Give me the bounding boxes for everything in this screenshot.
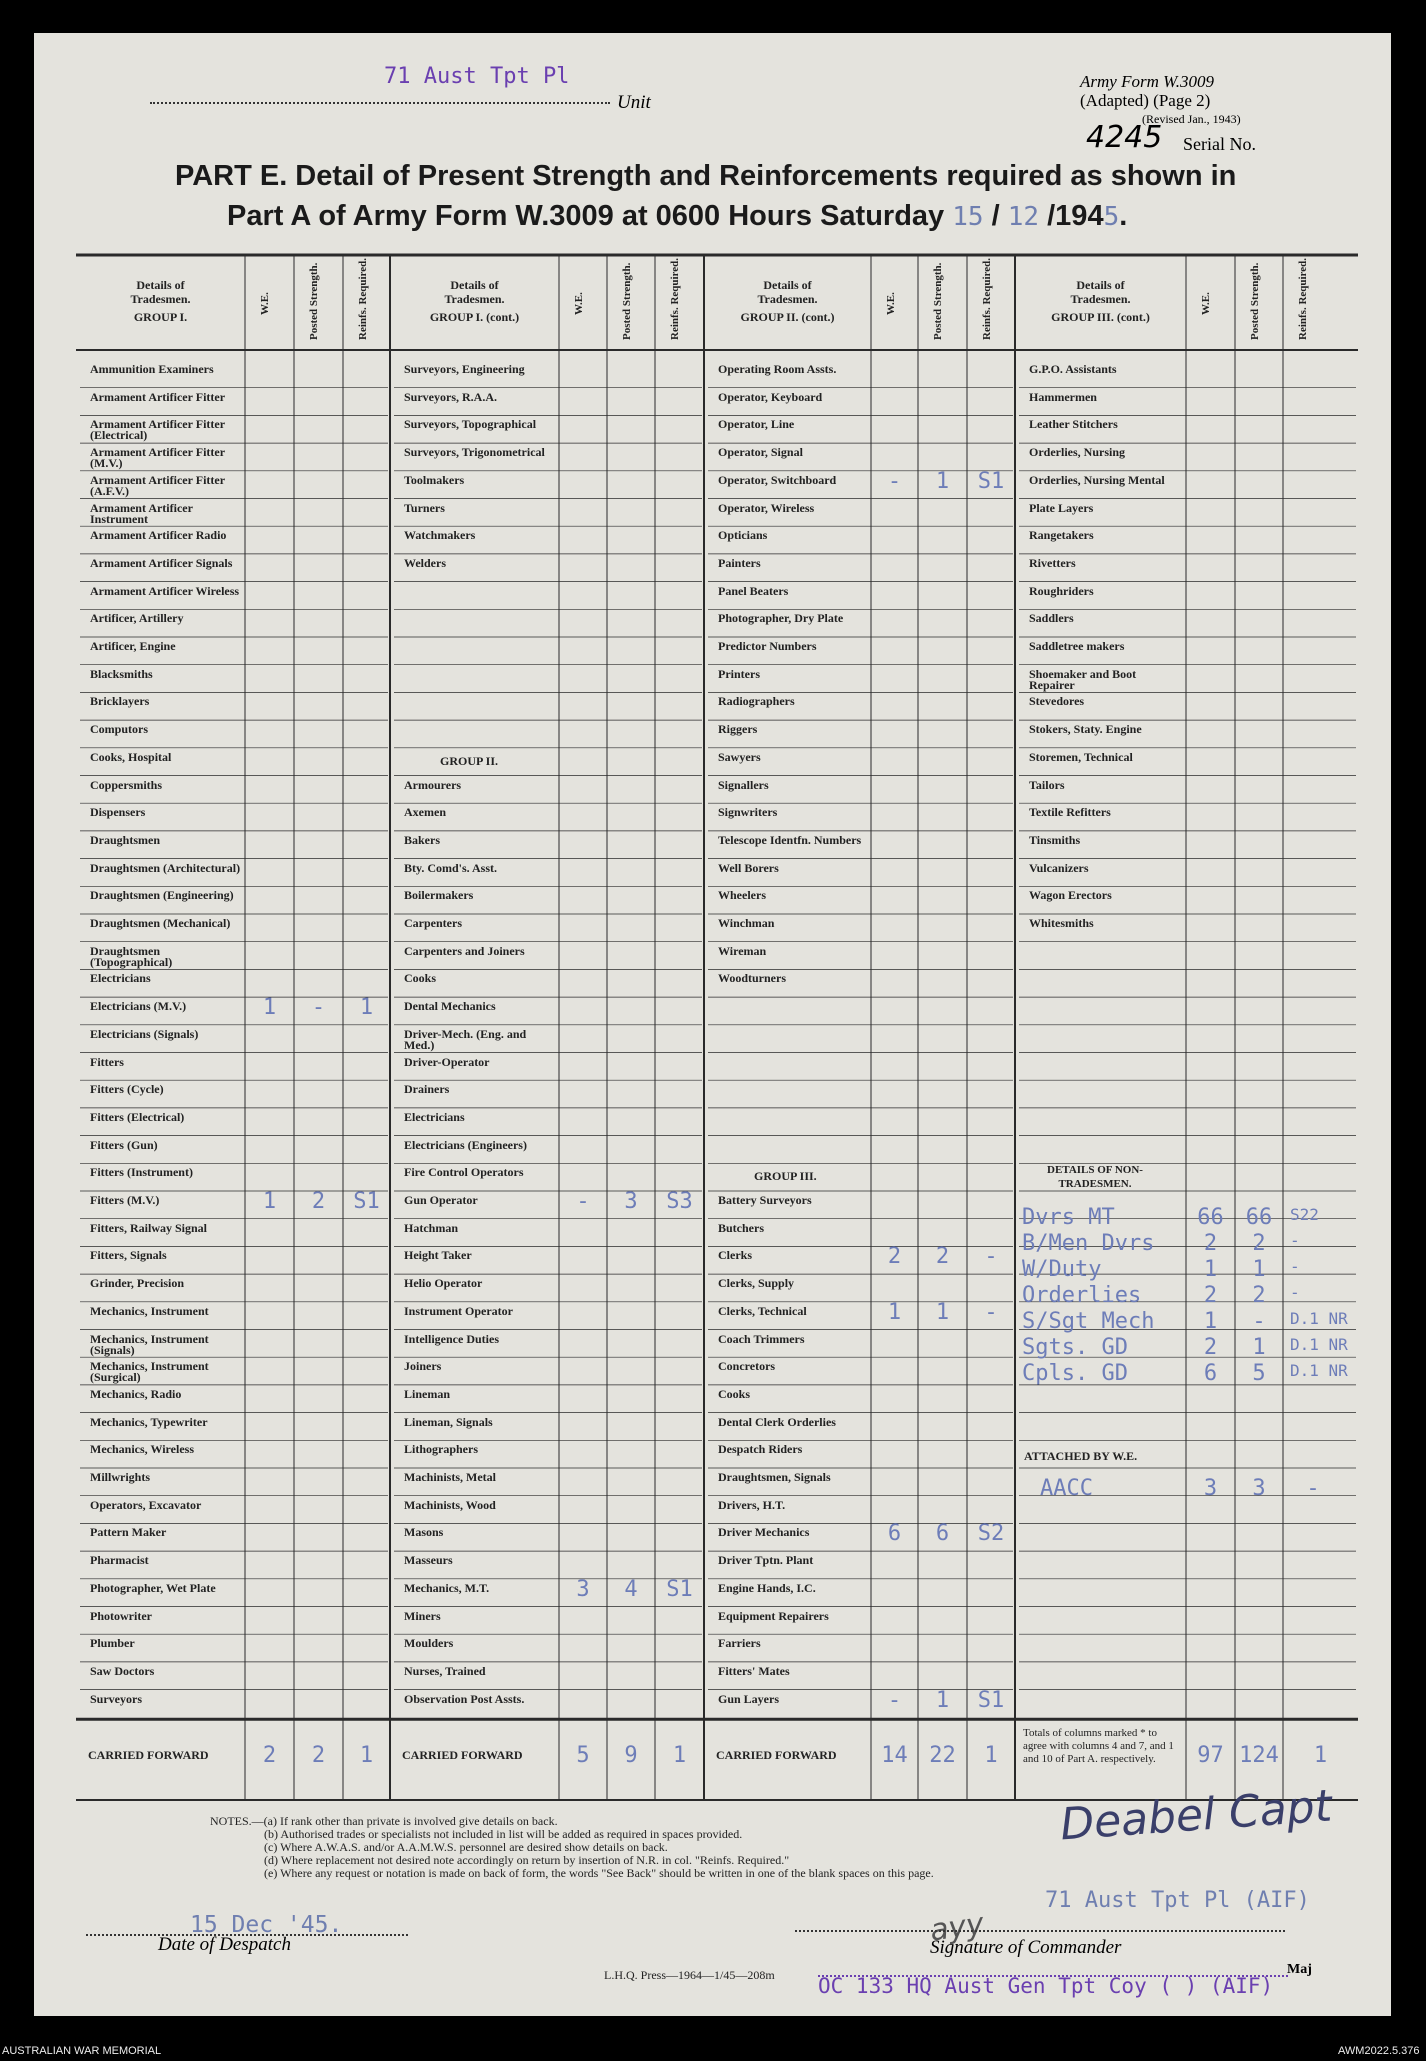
row-label: Watchmakers [404,528,476,543]
row-label: Instrument Operator [404,1303,513,1318]
row-label: Cooks, Hospital [90,749,172,764]
press-line: L.H.Q. Press—1964—1/45—208m [604,1968,775,1982]
entry-posted: 4 [624,1576,638,1602]
non-tradesman-name: B/Men Dvrs [1022,1231,1155,1256]
carried-forward-label: CARRIED FORWARD [402,1748,523,1763]
header-reinfs-c3: Reinfs. Required. [981,258,993,340]
row-label: Driver-Operator [404,1054,490,1069]
row-label: Bty. Comd's. Asst. [404,860,498,875]
carried-forward-we: 5 [576,1743,590,1769]
row-label: Photographer, Dry Plate [718,611,844,626]
attached-we: 3 [1203,1476,1218,1501]
row-label: Artificer, Engine [90,639,176,653]
header-details-c4 [1015,278,1186,324]
carried-forward-label: CARRIED FORWARD [716,1748,837,1763]
entry-posted: 1 [935,468,950,494]
row-label: Well Borers [718,860,779,875]
header-group-label: GROUP II. (cont.) [740,310,835,324]
row-label: Printers [718,666,760,681]
row-label: Armament Artificer Fitter (A.F.V.) [90,472,225,498]
row-label: Machinists, Metal [404,1470,496,1484]
row-label: Millwrights [90,1470,150,1484]
row-label: Joiners [404,1359,442,1374]
title-month: 12 [1007,202,1040,232]
entry-posted: 3 [624,1189,638,1214]
header-group-label: GROUP I. [133,310,188,324]
entry-we: 1 [887,1299,902,1325]
row-label: Farriers [718,1636,761,1651]
serial-value: 4245 [1086,120,1163,155]
page-title: PART E. Detail of Present Strength and Reinforcements required as shown in Part A of Army Form W.3009 at 0600 Hours Saturday 15 / 12 /1945. [175,156,1295,237]
row-label: Miners [404,1608,441,1623]
entry-posted: 6 [935,1521,950,1547]
carried-forward-reinfs: 1 [1313,1743,1328,1769]
row-label: Plate Layers [1029,500,1094,515]
row-label: Carpenters and Joiners [404,943,525,958]
row-label: Electricians [404,1109,465,1124]
non-tradesman-we: 66 [1197,1205,1224,1230]
carried-forward-reinfs: 1 [359,1743,374,1769]
row-label: Armament Artificer Fitter [90,389,226,404]
title-year-prefix: /194 [1047,200,1104,232]
row-label: Machinists, Wood [404,1497,496,1512]
row-label: Woodturners [718,971,787,986]
row-label: Masseurs [404,1553,453,1568]
row-label: Operator, Wireless [718,500,815,515]
row-label: Electricians (Engineers) [404,1137,527,1152]
carried-forward-posted: 2 [311,1743,326,1769]
entry-reinfs: S2 [977,1521,1005,1547]
non-tradesman-we: 1 [1203,1257,1218,1282]
header-reinfs-c2: Reinfs. Required. [669,258,681,340]
carried-forward-label: CARRIED FORWARD [88,1748,209,1763]
row-label: Stevedores [1029,694,1085,709]
row-label: Gun Operator [404,1193,478,1207]
row-label: Rivetters [1029,555,1076,570]
non-tradesman-reinfs: - [1290,1231,1300,1250]
carried-forward-note: Totals of columns marked * to agree with columns 4 and 7, and 1 and 10 of Part A. respectively. [1023,1727,1174,1766]
header-we-c1: W.E. [259,292,271,316]
row-label: Moulders [404,1636,454,1651]
carried-forward-reinfs: 1 [984,1743,998,1769]
row-label: Signallers [718,777,769,792]
header-details-label: Details of Tradesmen. [1070,278,1131,306]
row-label: Plumber [90,1636,135,1651]
attached-reinfs: - [1306,1476,1320,1501]
row-label: Armourers [404,777,462,792]
row-label: Clerks, Supply [718,1276,795,1291]
row-label: Ammunition Examiners [90,362,214,376]
row-label: Surveyors, Trigonometrical [404,445,545,460]
row-label: Storemen, Technical [1029,749,1133,764]
row-label: Orderlies, Nursing [1029,445,1125,460]
row-label: Telescope Identfn. Numbers [718,832,862,847]
row-label: Stokers, Staty. Engine [1029,722,1142,737]
row-label: Operator, Signal [718,445,803,460]
row-label: Wireman [718,943,767,958]
row-label: Equipment Repairers [718,1608,829,1623]
row-label: Operator, Keyboard [718,389,823,404]
row-label: Lithographers [404,1442,479,1457]
despatch-date: 15 Dec '45. [190,1912,343,1938]
carried-forward-we: 97 [1197,1743,1224,1769]
row-label: Draughtsmen [90,832,161,847]
row-label: Clerks, Technical [718,1303,807,1318]
row-label: Dental Mechanics [404,999,496,1014]
non-tradesman-reinfs: - [1290,1283,1300,1302]
row-label: Lineman [404,1386,451,1401]
header-details-c1 [76,278,245,324]
header-details-label: Details of Tradesmen. [130,278,191,306]
row-label: Pharmacist [90,1553,149,1568]
row-label: Predictor Numbers [718,639,817,653]
notes [210,1815,934,1880]
row-label: Painters [718,555,761,570]
header-group-label: GROUP III. (cont.) [1051,310,1150,324]
row-label: Tinsmiths [1029,832,1081,847]
entry-posted: 2 [311,1189,326,1214]
attached-name: AACC [1040,1476,1093,1501]
row-label: Armament Artificer Radio [90,528,227,543]
row-label: Sawyers [718,749,761,764]
entry-posted: 1 [935,1299,950,1325]
row-label: Operators, Excavator [90,1497,202,1512]
row-label: Bakers [404,832,440,847]
entry-posted: - [311,995,326,1021]
row-label: Draughtsmen (Mechanical) [90,916,231,930]
carried-forward-we: 2 [262,1743,277,1769]
row-label: Driver Mechanics [718,1525,810,1540]
row-label: Axemen [404,805,446,820]
row-label: Operator, Switchboard [718,472,837,487]
header-posted-c2: Posted Strength. [621,262,633,340]
row-label: Roughriders [1029,583,1094,598]
non-tradesman-name: W/Duty [1022,1257,1102,1282]
row-label: Orderlies, Nursing Mental [1029,472,1165,487]
row-label: Masons [404,1525,444,1540]
row-label: Winchman [718,916,775,930]
entry-we: - [576,1189,590,1214]
signature-mark: ayy [927,1906,987,1949]
entry-we: 3 [576,1576,590,1602]
header-group-label: GROUP I. (cont.) [429,310,520,324]
note-b: (b) Authorised trades or specialists not included in list will be added as required in spaces provided. [264,1827,743,1841]
non-tradesman-reinfs: - [1290,1257,1300,1276]
row-label: Intelligence Duties [404,1331,499,1346]
row-label: Draughtsmen (Engineering) [90,888,234,903]
entry-we: - [887,468,902,494]
header-posted-c1: Posted Strength. [308,262,320,340]
row-label: Tailors [1029,777,1065,792]
notes-lead: NOTES.— [210,1814,264,1828]
row-label: Surveyors, R.A.A. [404,389,497,404]
row-label: Drivers, H.T. [718,1497,786,1512]
row-label: Electricians (M.V.) [90,999,187,1014]
title-day: 15 [952,202,984,232]
entry-reinfs: S1 [353,1189,380,1214]
row-label: Dispensers [90,805,146,820]
row-label: Draughtsmen (Topographical) [90,943,173,969]
non-tradesman-name: Sgts. GD [1022,1335,1128,1360]
army-form-line1: Army Form W.3009 [1080,72,1214,91]
non-tradesman-posted: 2 [1252,1283,1266,1308]
row-label: Operating Room Assts. [718,362,837,376]
non-tradesman-reinfs: D.1 NR [1290,1361,1348,1380]
row-label: Concretors [718,1359,776,1374]
non-tradesman-posted: 1 [1252,1257,1266,1282]
non-tradesman-posted: 1 [1252,1335,1266,1360]
row-label: Height Taker [404,1248,472,1263]
row-label: Pattern Maker [90,1525,167,1540]
row-label: Fitters (Electrical) [90,1109,185,1124]
row-label: Observation Post Assts. [404,1691,525,1706]
row-label: Panel Beaters [718,583,789,598]
row-label: Helio Operator [404,1276,483,1291]
row-label: Draughtsmen (Architectural) [90,860,241,875]
row-label: Surveyors, Engineering [404,362,525,376]
row-label: Armament Artificer Wireless [90,583,240,598]
row-label: Wheelers [718,888,766,903]
row-label: Draughtsmen, Signals [718,1470,831,1484]
entry-reinfs: S1 [666,1576,693,1602]
row-label: Surveyors [90,1691,142,1706]
header-we-c2: W.E. [573,292,585,316]
carried-forward-reinfs: 1 [672,1743,687,1769]
attached-posted: 3 [1252,1476,1266,1501]
header-reinfs-c1: Reinfs. Required. [357,258,369,340]
header-details-c3 [704,278,871,324]
header-reinfs-c4: Reinfs. Required. [1297,258,1309,340]
row-label: Vulcanizers [1029,860,1089,875]
row-label: Drainers [404,1082,450,1097]
row-label: Signwriters [718,805,778,820]
header-details-c2 [390,278,559,324]
entry-we: - [887,1687,902,1713]
title-line2: Part A of Army Form W.3009 at 0600 Hours Saturday [227,200,945,232]
caption-left: AUSTRALIAN WAR MEMORIAL [2,2045,162,2057]
row-label: Riggers [718,722,758,737]
row-label: Toolmakers [404,472,465,487]
row-label: Fitters, Railway Signal [90,1220,207,1235]
entry-we: 1 [262,995,277,1021]
row-label: Cooks [718,1386,751,1401]
non-tradesman-reinfs: S22 [1290,1205,1319,1224]
note-c: (c) Where A.W.A.S. and/or A.A.M.W.S. personnel are desired show details on back. [264,1840,668,1854]
row-label: Fire Control Operators [404,1165,524,1180]
carried-forward-we: 14 [881,1743,908,1769]
row-label: Saw Doctors [90,1663,155,1678]
non-tradesmen-heading: DETAILS OF NON-TRADESMEN. [1047,1164,1143,1190]
row-label: Fitters [90,1054,124,1069]
army-form-line2: (Adapted) (Page 2) [1080,91,1211,110]
note-d: (d) Where replacement not desired note accordingly on return by insertion of N.R. in col. "Reinfs. Required." [264,1853,790,1867]
header-details-label: Details of Tradesmen. [757,278,818,306]
entry-reinfs: 1 [359,995,374,1021]
row-label: Mechanics, Instrument (Surgical) [90,1359,209,1385]
row-label: Saddletree makers [1029,639,1125,653]
row-label: Clerks [718,1248,752,1263]
non-tradesman-we: 2 [1203,1283,1218,1308]
signature-initials: Maj [1287,1962,1312,1977]
row-label: Nurses, Trained [404,1663,486,1678]
non-tradesman-reinfs: D.1 NR [1290,1309,1348,1328]
caption-right: AWM2022.5.376 [1338,2045,1420,2057]
army-form-line3: (Revised Jan., 1943) [1142,112,1241,126]
row-label: Radiographers [718,694,795,709]
header-we-c3: W.E. [885,292,897,316]
row-label: Electricians [90,971,151,986]
entry-posted: 2 [935,1244,950,1270]
stamp-oc: OC 133 HQ Aust Gen Tpt Coy ( ) (AIF) [818,1974,1274,1998]
row-label: Shoemaker and Boot Repairer [1029,666,1137,692]
non-tradesman-name: Cpls. GD [1022,1361,1128,1386]
row-label: Saddlers [1029,611,1074,626]
row-label: Hammermen [1029,389,1097,404]
row-label: Battery Surveyors [718,1193,812,1207]
row-label: Driver-Mech. (Eng. and Med.) [404,1026,527,1052]
row-label: Armament Artificer Signals [90,555,233,570]
row-label: Mechanics, Instrument (Signals) [90,1331,209,1357]
row-label: Hatchman [404,1220,458,1235]
signature-label: Signature of Commander [930,1937,1122,1958]
row-label: Rangetakers [1029,528,1094,543]
row-label: Fitters (Gun) [90,1137,158,1152]
row-label: Fitters (Instrument) [90,1165,193,1180]
row-label: Opticians [718,528,768,543]
non-tradesman-posted: 2 [1252,1231,1266,1256]
row-label: Blacksmiths [90,666,153,681]
row-label: Fitters, Signals [90,1248,167,1263]
header-we-c4: W.E. [1200,292,1212,316]
non-tradesman-reinfs: D.1 NR [1290,1335,1348,1354]
title-line1: PART E. Detail of Present Strength and Reinforcements required as shown in [175,160,1237,192]
unit-label: Unit [617,92,651,113]
row-label: Operator, Line [718,417,795,432]
row-label: Whitesmiths [1029,916,1094,930]
row-label: Driver Tptn. Plant [718,1553,814,1568]
header-posted-c4: Posted Strength. [1249,262,1261,340]
carried-forward-posted: 9 [624,1743,638,1769]
note-e: (e) Where any request or notation is made on back of form, the words "See Back" should be written in one of the blank spaces on this page. [264,1866,934,1880]
non-tradesman-posted: - [1252,1309,1266,1334]
row-label: Leather Stitchers [1029,417,1118,432]
row-label: Lineman, Signals [404,1414,493,1429]
title-sep: / [991,200,1000,232]
non-tradesman-we: 2 [1203,1335,1218,1360]
title-year-digit: 5 [1103,202,1120,232]
row-label: Photographer, Wet Plate [90,1580,216,1595]
row-label: Textile Refitters [1029,805,1111,820]
serial-label: Serial No. [1183,134,1256,154]
row-label: GROUP II. [440,753,499,768]
entry-reinfs: S1 [977,468,1005,494]
header-posted-c3: Posted Strength. [932,262,944,340]
entry-we: 6 [887,1521,902,1547]
entry-we: 2 [887,1244,902,1270]
row-label: Surveyors, Topographical [404,417,537,432]
non-tradesman-posted: 66 [1245,1205,1273,1230]
row-label: Engine Hands, I.C. [718,1580,816,1595]
row-label: GROUP III. [754,1169,817,1184]
carried-forward-posted: 124 [1239,1743,1279,1769]
commander-signature: Deabel Capt [1058,1780,1334,1851]
row-label: Mechanics, Radio [90,1386,182,1401]
row-label: Coach Trimmers [718,1331,805,1346]
row-label: Despatch Riders [718,1442,803,1457]
entry-reinfs: - [984,1244,998,1270]
row-label: Fitters' Mates [718,1663,790,1678]
carried-forward-posted: 22 [929,1743,956,1769]
row-label: Artificer, Artillery [90,611,184,626]
entry-reinfs: - [984,1299,998,1325]
row-label: Boilermakers [404,888,474,903]
row-label: Photowriter [90,1608,152,1623]
row-label: G.P.O. Assistants [1029,362,1117,376]
row-label: Cooks [404,971,437,986]
row-label: Computors [90,722,149,737]
non-tradesman-we: 2 [1203,1231,1218,1256]
row-label: Mechanics, M.T. [404,1580,490,1595]
unit-stamp: 71 Aust Tpt Pl (AIF) [1045,1888,1310,1913]
non-tradesman-posted: 5 [1252,1361,1266,1386]
non-tradesman-name: Orderlies [1022,1283,1142,1308]
row-label: Armament Artificer Instrument [90,500,193,526]
entry-posted: 1 [935,1687,950,1713]
row-label: Carpenters [404,916,462,930]
unit-value: 71 Aust Tpt Pl [384,64,570,89]
row-label: Fitters (Cycle) [90,1082,164,1097]
row-label: Armament Artificer Fitter (M.V.) [90,445,225,471]
row-label: Armament Artificer Fitter (Electrical) [90,417,225,443]
non-tradesman-we: 6 [1203,1361,1218,1386]
note-a: (a) If rank other than private is involved give details on back. [263,1814,558,1828]
non-tradesman-we: 1 [1203,1309,1218,1334]
row-label: Bricklayers [90,694,150,709]
row-label: Gun Layers [718,1691,780,1706]
row-label: Turners [404,500,445,515]
signature-line [795,1930,1285,1932]
entry-reinfs: S1 [977,1687,1005,1713]
row-label: Wagon Erectors [1029,888,1112,903]
entry-we: 1 [262,1189,277,1214]
row-label: Butchers [718,1220,764,1235]
row-label: Coppersmiths [90,777,163,792]
row-label: Dental Clerk Orderlies [718,1414,836,1429]
attached-heading: ATTACHED BY W.E. [1024,1449,1138,1463]
entry-reinfs: S3 [666,1189,693,1214]
row-label: Welders [404,555,446,570]
row-label: Grinder, Precision [90,1276,184,1291]
row-label: Fitters (M.V.) [90,1193,160,1207]
header-details-label: Details of Tradesmen. [444,278,505,306]
non-tradesman-name: Dvrs MT [1022,1205,1115,1230]
non-tradesman-name: S/Sgt Mech [1022,1309,1155,1334]
despatch-label: Date of Despatch [158,1934,291,1955]
row-label: Mechanics, Instrument [90,1303,209,1318]
row-label: Electricians (Signals) [90,1026,199,1041]
row-label: Mechanics, Typewriter [90,1414,208,1429]
row-label: Mechanics, Wireless [90,1442,194,1457]
